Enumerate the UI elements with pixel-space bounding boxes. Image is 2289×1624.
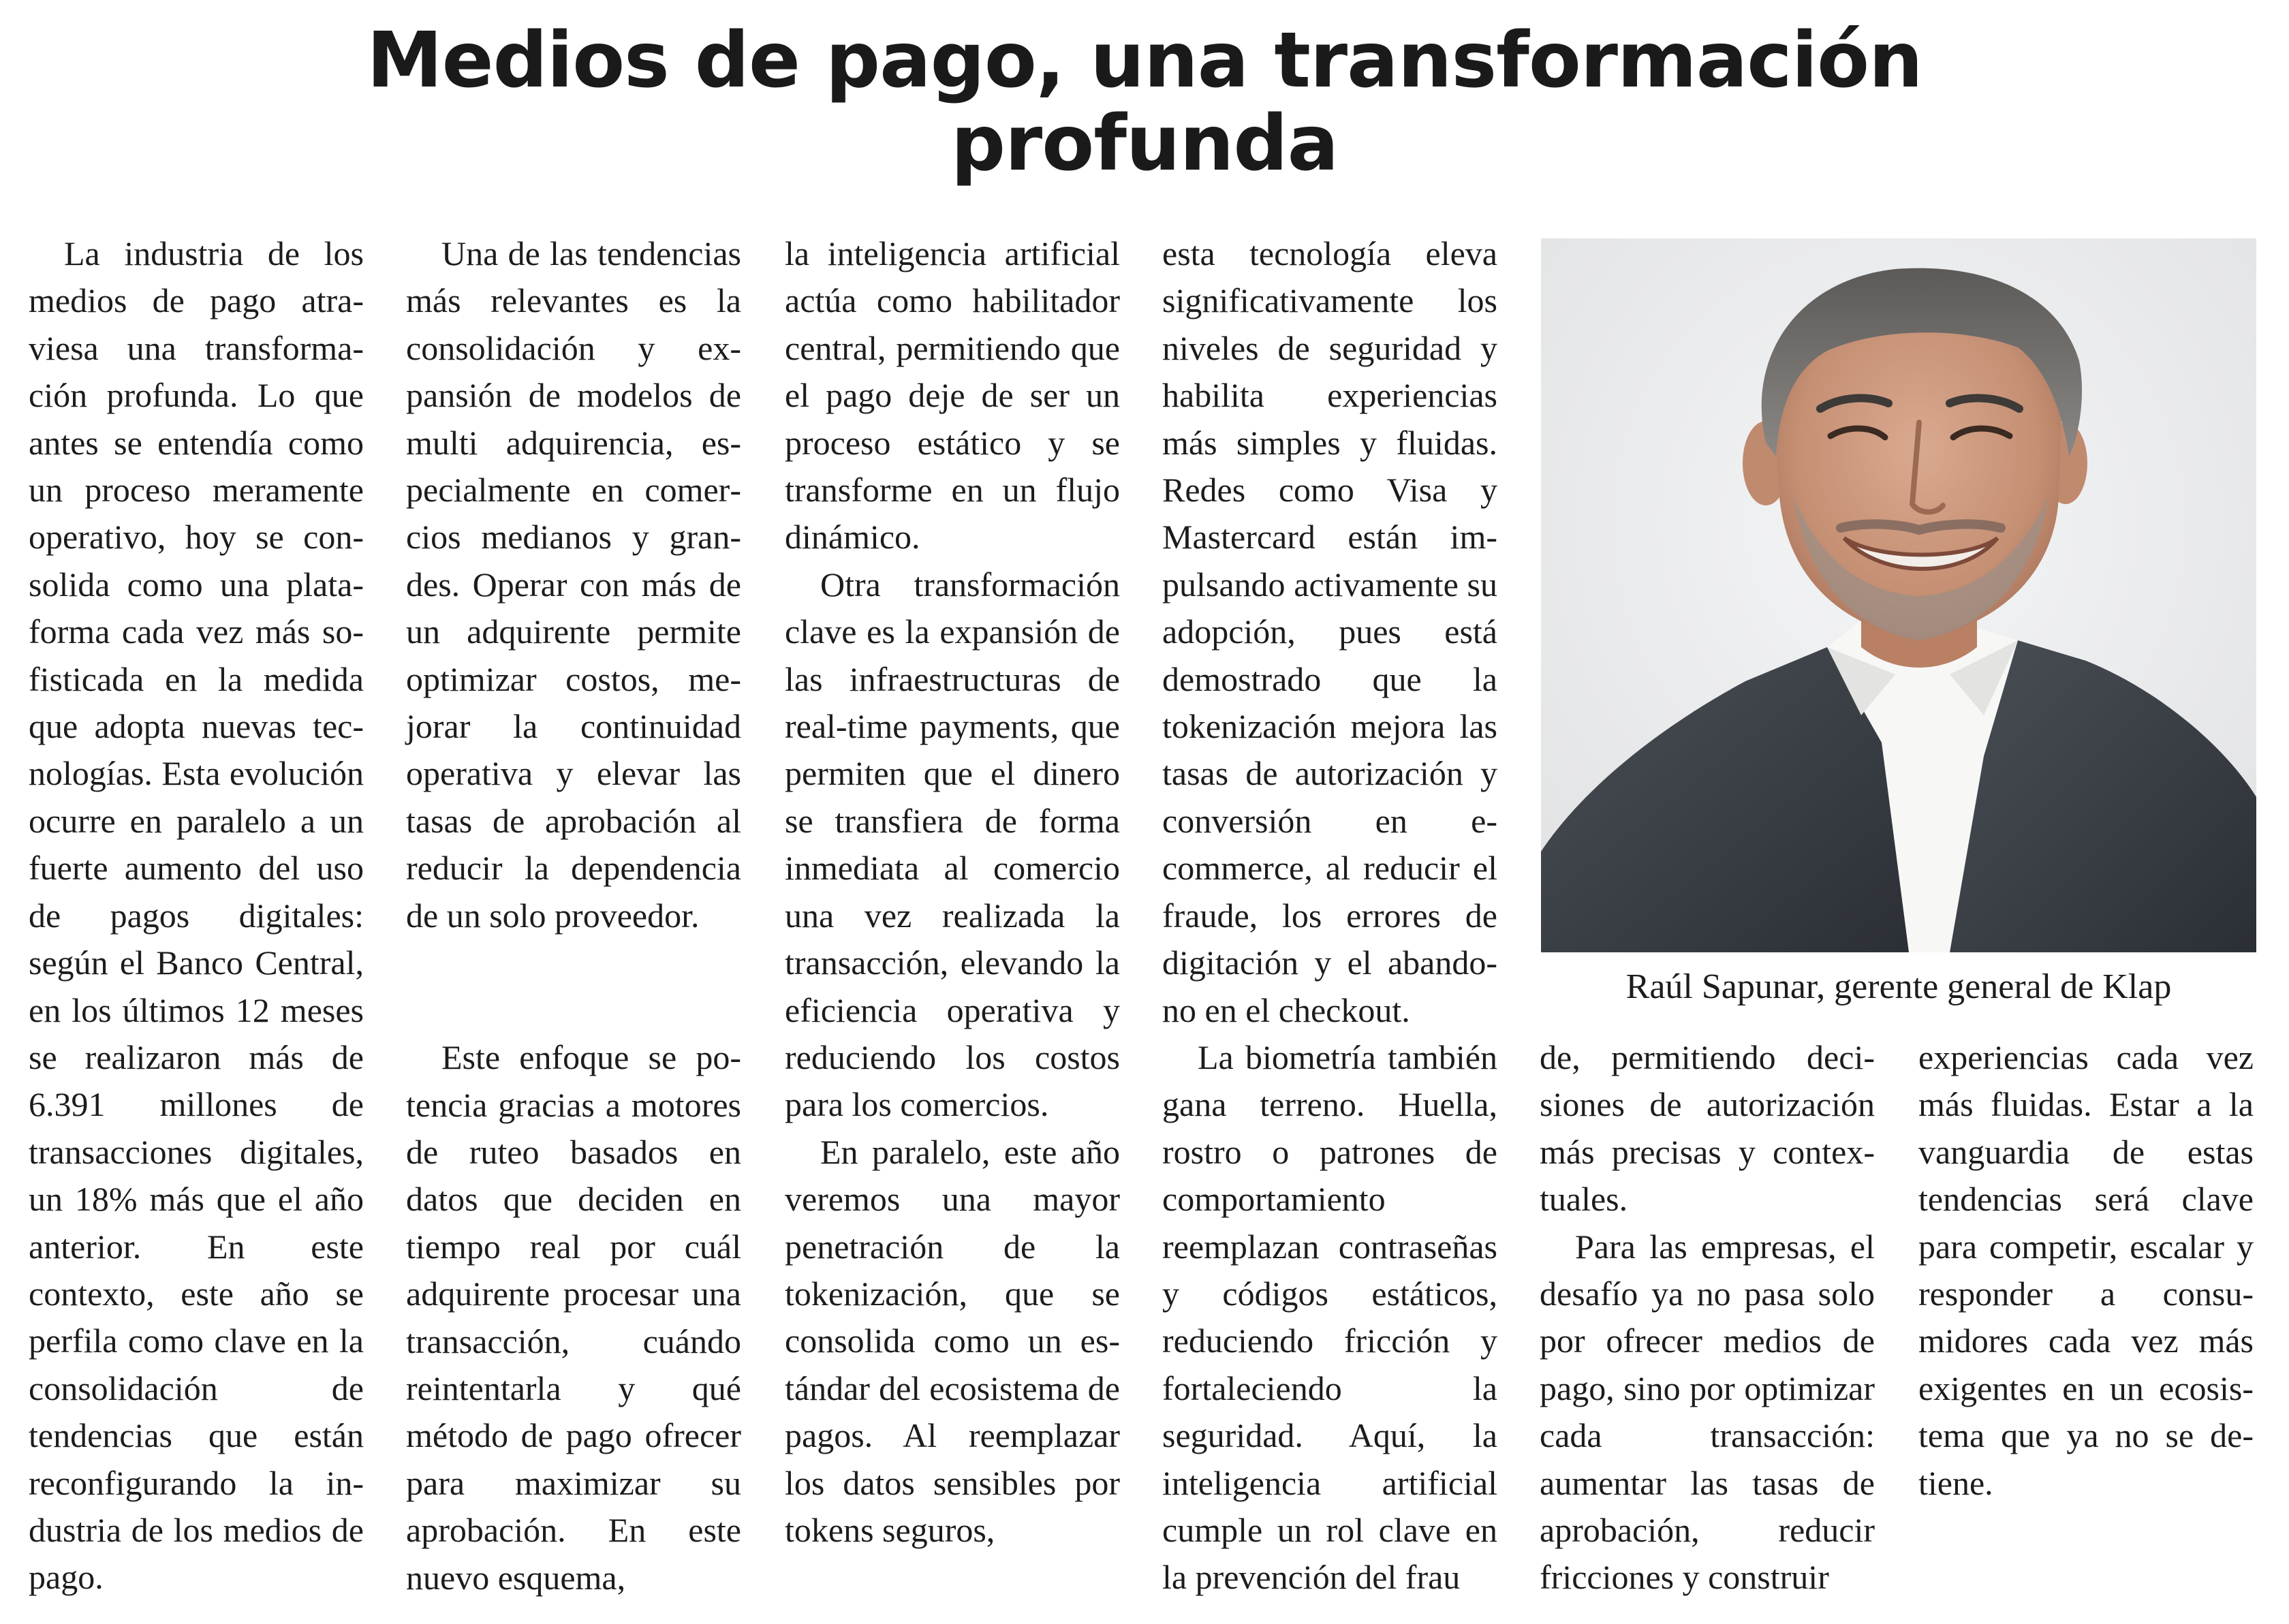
executive-portrait-photo <box>1541 238 2256 952</box>
paragraph-conclusion: experiencias cada vez más fluidas. Estar a la vanguardia de estas tendencias será clave para competir, escalar y responder a consumidores cada vez más exigentes en un ecosistema que ya no se detiene. <box>1918 1038 2254 1502</box>
article-column-2 <box>406 230 741 1602</box>
headline-line-1: Medios de pago, una transformación <box>367 16 1922 105</box>
paragraph-multi-adquirencia: Una de las tendencias más relevantes es la consolidación y expansión de modelos de multi adquirencia, especialmente en comercios medianos y grandes. Operar con más de un adquirente permite optimizar costos, mejorar la continuidad operativa y elevar las tasas de aprobación al reducir la dependencia de un solo proveedor. <box>406 234 741 935</box>
article-column-3 <box>785 230 1120 1554</box>
paragraph-intro: La industria de los medios de pago atraviesa una transformación profunda. Lo que antes se entendía como un proceso meramente operativo, hoy se consolida como una plataforma cada vez más sofisticada en la medida que adopta nuevas tecnologías. Esta evolución ocurre en paralelo a un fuerte aumento del uso de pagos digitales: según el Banco Central, en los últimos 12 meses se realizaron más de 6.391 millones de transacciones digitales, un 18% más que el año anterior. En este contexto, este año se perfila como clave en la consolidación de tendencias que están reconfigurando la industria de los medios de pago. <box>29 234 364 1597</box>
article-column-1 <box>29 230 364 1602</box>
paragraph-tokenizacion-cont: esta tecnología eleva significativamente los niveles de seguridad y habilita experiencias más simples y fluidas. Redes como Visa y Mastercard están impulsando activamente su adopción, pues está demostrado que la tokenización mejora las tasas de autorización y conversión en e-commerce, al reducir el fraude, los errores de digitación y el abandono en el checkout. <box>1162 234 1497 1029</box>
article-headline <box>0 16 2289 188</box>
paragraph-real-time-payments: Otra transformación clave es la expansión de las infraestructuras de real-time payments, que permiten que el dinero se transfiera de forma inmediata al comercio una vez realizada la transacción, elevando la eficiencia operativa y reduciendo los costos para los comercios. <box>785 565 1120 1124</box>
paragraph-empresas: Para las empresas, el desafío ya no pasa solo por ofrecer medios de pago, sino por optimizar cada transacción: aumentar las tasas de aprobación, reducir fricciones y construir <box>1540 1227 1875 1597</box>
paragraph-ruteo: Este enfoque se potencia gracias a motores de ruteo basados en datos que deciden en tiempo real por cuál adquirente procesar una transacción, cuándo reintentarla y qué método de pago ofrecer para maximizar su aprobación. En este nuevo esquema, <box>406 1038 741 1597</box>
paragraph-biometria: La biometría también gana terreno. Huella, rostro o patrones de comportamiento reemplazan contraseñas y códigos estáticos, reduciendo fricción y fortaleciendo la seguridad. Aquí, la inteligencia artificial cumple un rol clave en la prevención del frau <box>1162 1037 1497 1597</box>
article-column-5 <box>1540 1034 1875 1602</box>
paragraph-ia-habilitador: la inteligencia artificial actúa como habilitador central, permitiendo que el pago deje de ser un proceso estático y se transforme en un flujo dinámico. <box>785 234 1120 557</box>
paragraph-tokenizacion: En paralelo, este año veremos una mayor penetración de la tokenización, que se consolida como un estándar del ecosistema de pagos. Al reemplazar los datos sensibles por tokens seguros, <box>785 1132 1120 1549</box>
article-column-4 <box>1162 230 1497 1602</box>
photo-caption: Raúl Sapunar, gerente general de Klap <box>1625 967 2172 1006</box>
article-column-6 <box>1918 1034 2254 1507</box>
paragraph-fraude-cont: de, permitiendo decisiones de autorización más precisas y contextuales. <box>1540 1038 1875 1219</box>
headline-line-2: profunda <box>950 99 1339 188</box>
portrait-illustration <box>1541 238 2256 952</box>
